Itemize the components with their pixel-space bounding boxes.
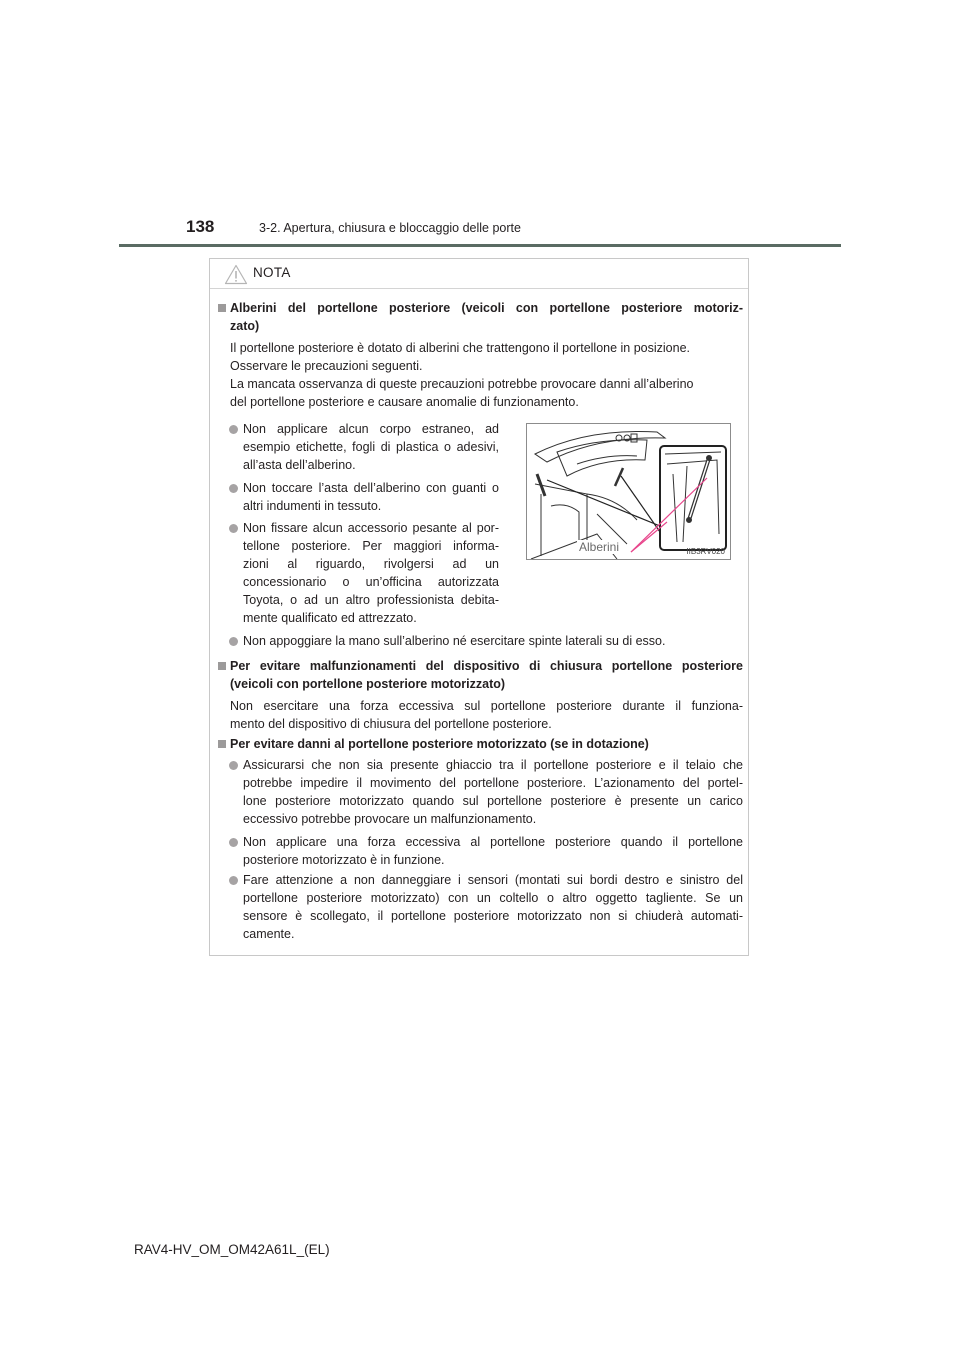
s3-bullet3-line4: camente.: [243, 927, 295, 941]
figure-code: IIB3RV020: [686, 547, 725, 556]
figure-callout-label: Alberini: [579, 540, 620, 554]
s1-bullet3-line4: concessionario o un’officina autorizzata: [243, 575, 499, 589]
s3-bullet3-line3: sensore è scollegato, il portellone posteriore motorizzato non si chiuderà automati-: [243, 909, 743, 923]
s1-bullet2-line2: altri indumenti in tessuto.: [243, 499, 382, 513]
section1-body-line4: del portellone posteriore e causare anomalie di funzionamento.: [230, 395, 579, 409]
header-rule: [119, 244, 841, 247]
section2-body-line2: mento del dispositivo di chiusura del portellone posteriore.: [230, 717, 552, 731]
s3-bullet2-line2: posteriore motorizzato è in funzione.: [243, 853, 445, 867]
section2-body-line1: Non esercitare una forza eccessiva sul portellone posteriore durante il funziona-: [230, 699, 743, 713]
bullet-dot: [229, 876, 238, 885]
section-marker: [218, 304, 226, 312]
section2-title-line1: Per evitare malfunzionamenti del dispositivo di chiusura portellone posteriore: [230, 659, 743, 673]
s1-bullet3-line5: Toyota, o ad un altro professionista debita-: [243, 593, 499, 607]
s1-bullet1-line1: Non applicare alcun corpo estraneo, ad: [243, 422, 499, 436]
section-marker: [218, 662, 226, 670]
section-title: 3-2. Apertura, chiusura e bloccaggio delle porte: [259, 221, 521, 235]
document-id: RAV4-HV_OM_OM42A61L_(EL): [134, 1242, 330, 1257]
tailgate-strut-figure: [526, 423, 731, 560]
bullet-dot: [229, 761, 238, 770]
bullet-dot: [229, 838, 238, 847]
s1-bullet4: Non appoggiare la mano sull’alberino né esercitare spinte laterali su di esso.: [243, 634, 666, 648]
s3-bullet3-line2: portellone posteriore motorizzato) con un coltello o altro oggetto tagliente. Se un: [243, 891, 743, 905]
notice-header: [210, 259, 748, 289]
s3-bullet1-line1: Assicurarsi che non sia presente ghiaccio tra il portellone posteriore e il telaio che: [243, 758, 743, 772]
page-number: 138: [186, 217, 215, 236]
section-marker: [218, 740, 226, 748]
tailgate-illustration: [527, 424, 731, 560]
section2-title-line2: (veicoli con portellone posteriore motorizzato): [230, 677, 506, 691]
section3-title: Per evitare danni al portellone posteriore motorizzato (se in dotazione): [230, 737, 649, 751]
section1-body-line3: La mancata osservanza di queste precauzioni potrebbe provocare danni all’alberino: [230, 377, 694, 391]
s3-bullet1-line2: potrebbe impedire il movimento del portellone posteriore. L’azionamento del portel-: [243, 776, 743, 790]
s1-bullet2-line1: Non toccare l’asta dell’alberino con guanti o: [243, 481, 499, 495]
notice-box: [209, 258, 749, 956]
s1-bullet1-line2: esempio etichette, fogli di plastica o adesivi,: [243, 440, 499, 454]
bullet-dot: [229, 484, 238, 493]
section1-body-line1: Il portellone posteriore è dotato di alberini che trattengono il portellone in posizione.: [230, 341, 691, 355]
s3-bullet2-line1: Non applicare una forza eccessiva al portellone posteriore quando il portellone: [243, 835, 743, 849]
s3-bullet1-line3: lone posteriore motorizzato quando sul portellone posteriore è presente un carico: [243, 794, 743, 808]
s1-bullet3-line1: Non fissare alcun accessorio pesante al por-: [243, 521, 499, 535]
warning-triangle-icon: [224, 264, 248, 285]
s1-bullet3-line3: zioni al riguardo, rivolgersi ad un: [243, 557, 499, 571]
notice-label: NOTA: [253, 265, 291, 280]
bullet-dot: [229, 425, 238, 434]
bullet-dot: [229, 524, 238, 533]
s1-bullet3-line6: mente qualificato ed attrezzato.: [243, 611, 417, 625]
section1-title-line2: zato): [230, 319, 260, 333]
s1-bullet1-line3: all’asta dell’alberino.: [243, 458, 356, 472]
s1-bullet3-line2: tellone posteriore. Per maggiori informa-: [243, 539, 499, 553]
section1-title-line1: Alberini del portellone posteriore (veicoli con portellone posteriore motoriz-: [230, 301, 743, 315]
s3-bullet1-line4: eccessivo potrebbe provocare un malfunzionamento.: [243, 812, 537, 826]
section1-body-line2: Osservare le precauzioni seguenti.: [230, 359, 423, 373]
bullet-dot: [229, 637, 238, 646]
s3-bullet3-line1: Fare attenzione a non danneggiare i sensori (montati sui bordi destro e sinistro del: [243, 873, 743, 887]
